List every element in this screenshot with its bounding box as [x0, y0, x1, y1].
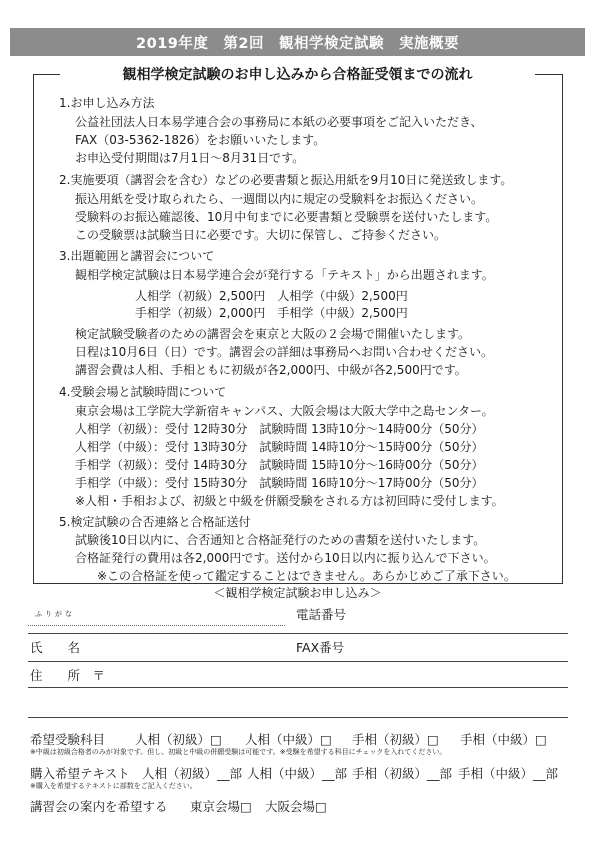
textbook-quantity[interactable]: 手相（初級）__部 — [352, 766, 453, 781]
schedule-row: 手相学（初級）：受付 14時30分 試験時間 15時10分～16時00分（50分） — [75, 458, 484, 472]
address-underline-2 — [28, 717, 568, 718]
flow-box-title: 観相学検定試験のお申し込みから合格証受領までの流れ — [60, 66, 535, 84]
section-3-line: 検定試験受験者のための講習会を東京と大阪の２会場で開催いたします。 — [75, 327, 471, 341]
textbook-quantity[interactable]: 人相（初級）__部 — [142, 766, 243, 781]
text-price-line: 手相学（初級）2,000円 手相学（中級）2,500円 — [135, 306, 408, 320]
seminar-osaka-checkbox[interactable]: 大阪会場□ — [265, 799, 327, 814]
schedule-row: 人相学（初級）：受付 12時30分 試験時間 13時10分～14時00分（50分） — [75, 422, 484, 436]
furigana-label: ふりがな — [35, 610, 75, 618]
section-4-line: 東京会場は工学院大学新宿キャンパス、大阪会場は大阪大学中之島センター。 — [75, 404, 494, 418]
textbook-label: 購入希望テキスト — [30, 766, 130, 781]
name-underline — [28, 661, 568, 662]
section-2-heading: 2.実施要項（講習会を含む）などの必要書類と振込用紙を9月10日に発送致します。 — [59, 173, 513, 187]
address-label: 住 所 〒 — [30, 668, 106, 683]
section-3-line: 日程は10月6日（日）です。講習会の詳細は事務局へお問い合わせください。 — [75, 345, 493, 359]
section-5-heading: 5.検定試験の合否連絡と合格証送付 — [59, 515, 251, 529]
phone-underline — [28, 633, 568, 634]
schedule-row: 手相学（中級）：受付 15時30分 試験時間 16時10分～17時00分（50分） — [75, 476, 484, 490]
section-3-line: 観相学検定試験は日本易学連合会が発行する「テキスト」から出題されます。 — [75, 268, 494, 282]
section-3-line: 講習会費は人相、手相ともに初級が各2,000円、中級が各2,500円です。 — [75, 363, 467, 377]
section-3-heading: 3.出題範囲と講習会について — [59, 249, 215, 263]
exam-subject-note: ※中級は初級合格者のみが対象です。但し、初級と中級の併願受験は可能です。※受験を希望する科目にチェックを入れてください。 — [30, 748, 447, 756]
textbook-quantity[interactable]: 手相（中級）__部 — [458, 766, 559, 781]
exam-subject-checkbox[interactable]: 人相（中級）□ — [245, 732, 332, 747]
page-title: 2019年度 第2回 観相学検定試験 実施概要 — [10, 28, 585, 56]
seminar-tokyo-checkbox[interactable]: 東京会場□ — [190, 799, 252, 814]
section-1-line: お申込受付期間は7月1日～8月31日です。 — [75, 151, 305, 165]
section-1-line: 公益社団法人日本易学連合会の事務局に本紙の必要事項をご記入いただき、 — [75, 115, 483, 129]
textbook-quantity[interactable]: 人相（中級）__部 — [247, 766, 348, 781]
name-label: 氏 名 — [30, 640, 81, 655]
section-1-heading: 1.お申し込み方法 — [59, 96, 155, 110]
section-5-line: 合格証発行の費用は各2,000円です。送付から10日以内に振り込んで下さい。 — [75, 551, 496, 565]
exam-subject-checkbox[interactable]: 手相（中級）□ — [460, 732, 547, 747]
address-underline-1 — [28, 687, 568, 688]
section-5-note: ※この合格証を使って鑑定することはできません。あらかじめご了承下さい。 — [97, 569, 516, 583]
section-2-line: 受験料のお振込確認後、10月中旬までに必要書類と受験票を送付いたします。 — [75, 210, 498, 224]
textbook-note: ※購入を希望するテキストに部数をご記入ください。 — [30, 782, 197, 790]
text-price-line: 人相学（初級）2,500円 人相学（中級）2,500円 — [135, 289, 408, 303]
exam-subject-checkbox[interactable]: 人相（初級）□ — [135, 732, 222, 747]
section-4-heading: 4.受験会場と試験時間について — [59, 385, 227, 399]
exam-subject-checkbox[interactable]: 手相（初級）□ — [352, 732, 439, 747]
seminar-label: 講習会の案内を希望する — [30, 799, 168, 814]
section-2-line: 振込用紙を受け取られたら、一週間以内に規定の受験料をお振込ください。 — [75, 192, 484, 206]
section-1-line: FAX（03-5362-1826）をお願いいたします。 — [75, 133, 326, 147]
application-form-title: ＜観相学検定試験お申し込み＞ — [213, 586, 382, 600]
schedule-row: 人相学（中級）：受付 13時30分 試験時間 14時10分～15時00分（50分） — [75, 440, 484, 454]
section-4-note: ※人相・手相および、初級と中級を併願受験をされる方は初回時に受付します。 — [75, 494, 504, 508]
section-2-line: この受験票は試験当日に必要です。大切に保管し、ご持参ください。 — [75, 228, 447, 242]
furigana-divider — [28, 625, 285, 626]
section-5-line: 試験後10日以内に、合否通知と合格証発行のための書類を送付いたします。 — [75, 533, 486, 547]
fax-label: FAX番号 — [296, 640, 345, 655]
exam-subject-label: 希望受験科目 — [30, 732, 106, 747]
phone-label: 電話番号 — [296, 607, 347, 622]
